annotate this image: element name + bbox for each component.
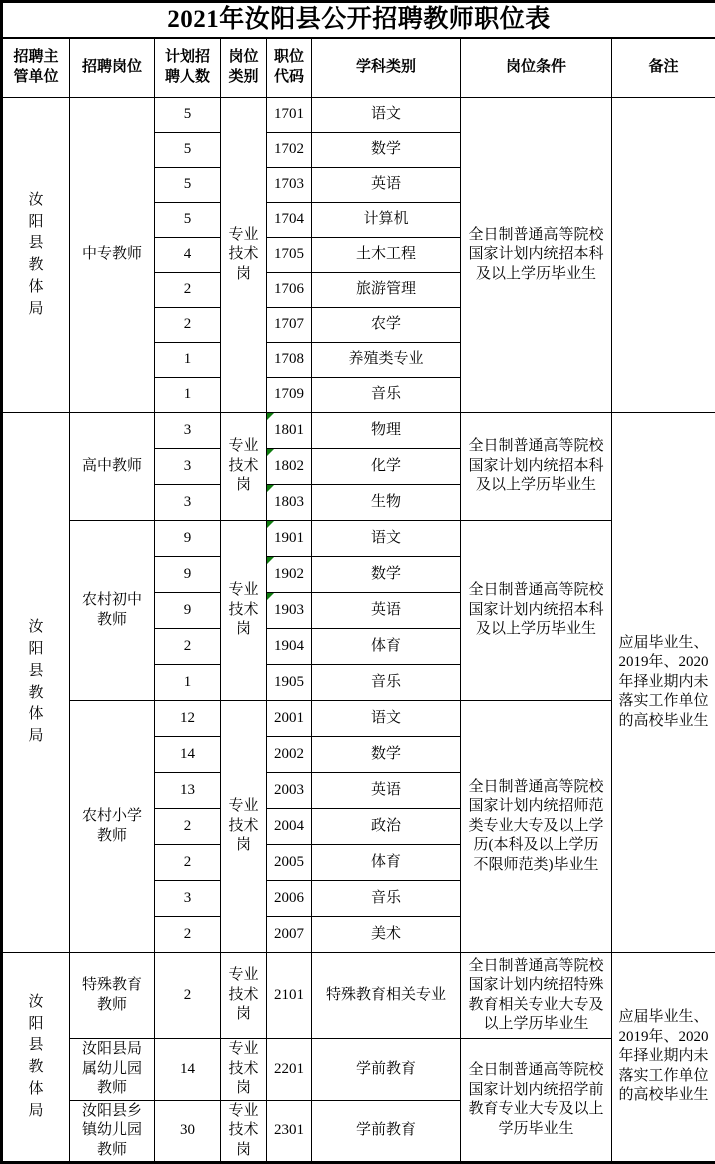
position-cell: 汝阳县局属幼儿园教师 (70, 1039, 155, 1101)
post-category-cell: 专业技术岗 (221, 521, 267, 701)
subject-cell: 政治 (312, 809, 461, 845)
subject-cell: 养殖类专业 (312, 343, 461, 378)
planned-count-cell: 12 (155, 701, 221, 737)
condition-cell: 全日制普通高等院校国家计划内统招师范类专业大专及以上学历(本科及以上学历不限师范类)毕业生 (461, 701, 612, 953)
planned-count-cell: 2 (155, 917, 221, 953)
post-category-cell: 专业技术岗 (221, 1039, 267, 1101)
job-code-cell: 2005 (267, 845, 312, 881)
job-code-cell: 1708 (267, 343, 312, 378)
post-category-cell: 专业技术岗 (221, 98, 267, 413)
cell-error-triangle-icon (267, 413, 274, 420)
cell-error-triangle-icon (267, 593, 274, 600)
subject-cell: 特殊教育相关专业 (312, 953, 461, 1039)
planned-count-cell: 5 (155, 133, 221, 168)
job-code-cell: 2001 (267, 701, 312, 737)
condition-cell: 全日制普通高等院校国家计划内统招特殊教育相关专业大专及以上学历毕业生 (461, 953, 612, 1039)
subject-cell: 数学 (312, 737, 461, 773)
remark-cell (612, 98, 715, 413)
subject-cell: 化学 (312, 449, 461, 485)
job-code-cell: 2003 (267, 773, 312, 809)
job-code-cell: 2301 (267, 1100, 312, 1163)
condition-cell: 全日制普通高等院校国家计划内统招本科及以上学历毕业生 (461, 413, 612, 521)
job-code-cell: 1801 (267, 413, 312, 449)
position-cell: 高中教师 (70, 413, 155, 521)
post-category-cell: 专业技术岗 (221, 953, 267, 1039)
job-code-cell: 2101 (267, 953, 312, 1039)
header-unit: 招聘主管单位 (2, 38, 70, 98)
remark-cell: 应届毕业生、2019年、2020年择业期内未落实工作单位的高校毕业生 (612, 953, 715, 1163)
remark-cell: 应届毕业生、2019年、2020年择业期内未落实工作单位的高校毕业生 (612, 413, 715, 953)
job-code-cell: 1707 (267, 308, 312, 343)
condition-cell: 全日制普通高等院校国家计划内统招学前教育专业大专及以上学历毕业生 (461, 1039, 612, 1163)
job-code-cell: 2007 (267, 917, 312, 953)
cell-error-triangle-icon (267, 449, 274, 456)
cell-error-triangle-icon (267, 521, 274, 528)
planned-count-cell: 3 (155, 881, 221, 917)
subject-cell: 语文 (312, 98, 461, 133)
planned-count-cell: 2 (155, 845, 221, 881)
subject-cell: 美术 (312, 917, 461, 953)
planned-count-cell: 5 (155, 168, 221, 203)
job-code-cell: 1701 (267, 98, 312, 133)
planned-count-cell: 2 (155, 629, 221, 665)
subject-cell: 语文 (312, 701, 461, 737)
header-remark: 备注 (612, 38, 715, 98)
header-condition: 岗位条件 (461, 38, 612, 98)
job-code-cell: 2004 (267, 809, 312, 845)
unit-cell: 汝阳县教体局 (2, 413, 70, 953)
planned-count-cell: 3 (155, 449, 221, 485)
position-cell: 农村小学教师 (70, 701, 155, 953)
subject-cell: 英语 (312, 168, 461, 203)
header-position: 招聘岗位 (70, 38, 155, 98)
job-code-cell: 1702 (267, 133, 312, 168)
post-category-cell: 专业技术岗 (221, 413, 267, 521)
cell-error-triangle-icon (267, 485, 274, 492)
subject-cell: 旅游管理 (312, 273, 461, 308)
position-cell: 中专教师 (70, 98, 155, 413)
job-code-cell: 1704 (267, 203, 312, 238)
job-code-cell: 1903 (267, 593, 312, 629)
job-code-cell: 1902 (267, 557, 312, 593)
job-code-cell: 1709 (267, 378, 312, 413)
job-code-cell: 1901 (267, 521, 312, 557)
condition-cell: 全日制普通高等院校国家计划内统招本科及以上学历毕业生 (461, 521, 612, 701)
planned-count-cell: 13 (155, 773, 221, 809)
planned-count-cell: 3 (155, 485, 221, 521)
subject-cell: 音乐 (312, 881, 461, 917)
planned-count-cell: 2 (155, 308, 221, 343)
job-code-cell: 1802 (267, 449, 312, 485)
cell-error-triangle-icon (267, 557, 274, 564)
subject-cell: 计算机 (312, 203, 461, 238)
subject-cell: 农学 (312, 308, 461, 343)
planned-count-cell: 4 (155, 238, 221, 273)
planned-count-cell: 9 (155, 521, 221, 557)
subject-cell: 学前教育 (312, 1100, 461, 1163)
subject-cell: 数学 (312, 133, 461, 168)
planned-count-cell: 1 (155, 378, 221, 413)
subject-cell: 音乐 (312, 378, 461, 413)
planned-count-cell: 3 (155, 413, 221, 449)
planned-count-cell: 9 (155, 557, 221, 593)
unit-cell: 汝阳县教体局 (2, 98, 70, 413)
planned-count-cell: 1 (155, 343, 221, 378)
subject-cell: 英语 (312, 773, 461, 809)
subject-cell: 音乐 (312, 665, 461, 701)
planned-count-cell: 14 (155, 1039, 221, 1101)
planned-count-cell: 5 (155, 203, 221, 238)
post-category-cell: 专业技术岗 (221, 1100, 267, 1163)
planned-count-cell: 30 (155, 1100, 221, 1163)
subject-cell: 物理 (312, 413, 461, 449)
subject-cell: 生物 (312, 485, 461, 521)
header-post-category: 岗位类别 (221, 38, 267, 98)
header-planned-count: 计划招聘人数 (155, 38, 221, 98)
planned-count-cell: 2 (155, 953, 221, 1039)
job-code-cell: 1703 (267, 168, 312, 203)
planned-count-cell: 2 (155, 809, 221, 845)
subject-cell: 体育 (312, 629, 461, 665)
position-cell: 农村初中教师 (70, 521, 155, 701)
job-code-cell: 2006 (267, 881, 312, 917)
job-code-cell: 1706 (267, 273, 312, 308)
subject-cell: 语文 (312, 521, 461, 557)
unit-cell: 汝阳县教体局 (2, 953, 70, 1163)
job-code-cell: 2002 (267, 737, 312, 773)
job-code-cell: 1705 (267, 238, 312, 273)
subject-cell: 学前教育 (312, 1039, 461, 1101)
condition-cell: 全日制普通高等院校国家计划内统招本科及以上学历毕业生 (461, 98, 612, 413)
planned-count-cell: 9 (155, 593, 221, 629)
subject-cell: 数学 (312, 557, 461, 593)
header-subject: 学科类别 (312, 38, 461, 98)
position-cell: 特殊教育教师 (70, 953, 155, 1039)
subject-cell: 英语 (312, 593, 461, 629)
header-job-code: 职位代码 (267, 38, 312, 98)
job-code-cell: 1904 (267, 629, 312, 665)
planned-count-cell: 2 (155, 273, 221, 308)
subject-cell: 体育 (312, 845, 461, 881)
job-code-cell: 1905 (267, 665, 312, 701)
subject-cell: 土木工程 (312, 238, 461, 273)
page-title: 2021年汝阳县公开招聘教师职位表 (2, 2, 715, 38)
planned-count-cell: 1 (155, 665, 221, 701)
planned-count-cell: 14 (155, 737, 221, 773)
job-code-cell: 2201 (267, 1039, 312, 1101)
post-category-cell: 专业技术岗 (221, 701, 267, 953)
job-code-cell: 1803 (267, 485, 312, 521)
position-cell: 汝阳县乡镇幼儿园教师 (70, 1100, 155, 1163)
planned-count-cell: 5 (155, 98, 221, 133)
